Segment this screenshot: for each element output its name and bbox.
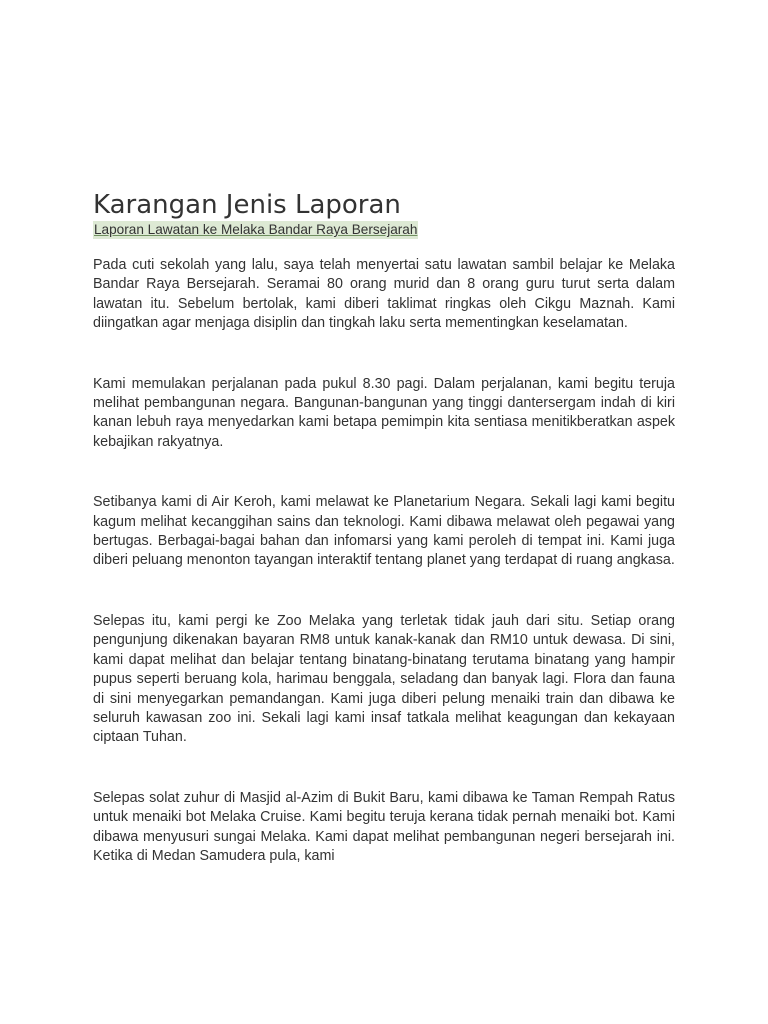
paragraph-journey: Kami memulakan perjalanan pada pukul 8.30 pagi. Dalam perjalanan, kami begitu teruja melihat pembangunan negara. Bangunan-bangunan yang tinggi dantersergam indah di kiri kanan lebuh raya menyedarkan kami betapa pemimpin kita sentiasa menitikberatkan aspek kebajikan rakyatnya.	[93, 375, 675, 450]
document-title: Karangan Jenis Laporan	[93, 190, 401, 220]
document-page	[93, 189, 675, 866]
paragraph-intro: Pada cuti sekolah yang lalu, saya telah menyertai satu lawatan sambil belajar ke Melaka Bandar Raya Bersejarah. Seramai 80 orang murid dan 8 orang guru turut serta dalam lawatan itu. Sebelum bertolak, kami diberi taklimat ringkas oleh Cikgu Maznah. Kami diingatkan agar menjaga disiplin dan tingkah laku serta mementingkan keselamatan.	[93, 257, 675, 332]
document-subtitle: Laporan Lawatan ke Melaka Bandar Raya Bersejarah	[94, 222, 418, 237]
paragraph-cruise: Selepas solat zuhur di Masjid al-Azim di Bukit Baru, kami dibawa ke Taman Rempah Ratus untuk menaiki bot Melaka Cruise. Kami begitu teruja kerana tidak pernah menaiki bot. Kami dibawa menyusuri sungai Melaka. Kami dapat melihat pembangunan negeri bersejarah ini. Ketika di Medan Samudera pula, kami	[93, 789, 675, 864]
paragraph-zoo: Selepas itu, kami pergi ke Zoo Melaka yang terletak tidak jauh dari situ. Setiap orang pengunjung dikenakan bayaran RM8 untuk kanak-kanak dan RM10 untuk dewasa. Di sini, kami dapat melihat dan belajar tentang binatang-binatang terutama binatang yang hampir pupus seperti beruang kola, harimau benggala, seladang dan banyak lagi. Flora dan fauna di sini menyegarkan pemandangan. Kami juga diberi pelung menaiki train dan dibawa ke seluruh kawasan zoo ini. Sekali lagi kami insaf tatkala melihat keagungan dan kekayaan ciptaan Tuhan.	[93, 612, 675, 746]
paragraph-planetarium: Setibanya kami di Air Keroh, kami melawat ke Planetarium Negara. Sekali lagi kami begitu kagum melihat kecanggihan sains dan teknologi. Kami dibawa melawat oleh pegawai yang bertugas. Berbagai-bagai bahan dan infomarsi yang kami peroleh di tempat ini. Kami juga diberi peluang menonton tayangan interaktif tentang planet yang terdapat di ruang angkasa.	[93, 494, 675, 569]
